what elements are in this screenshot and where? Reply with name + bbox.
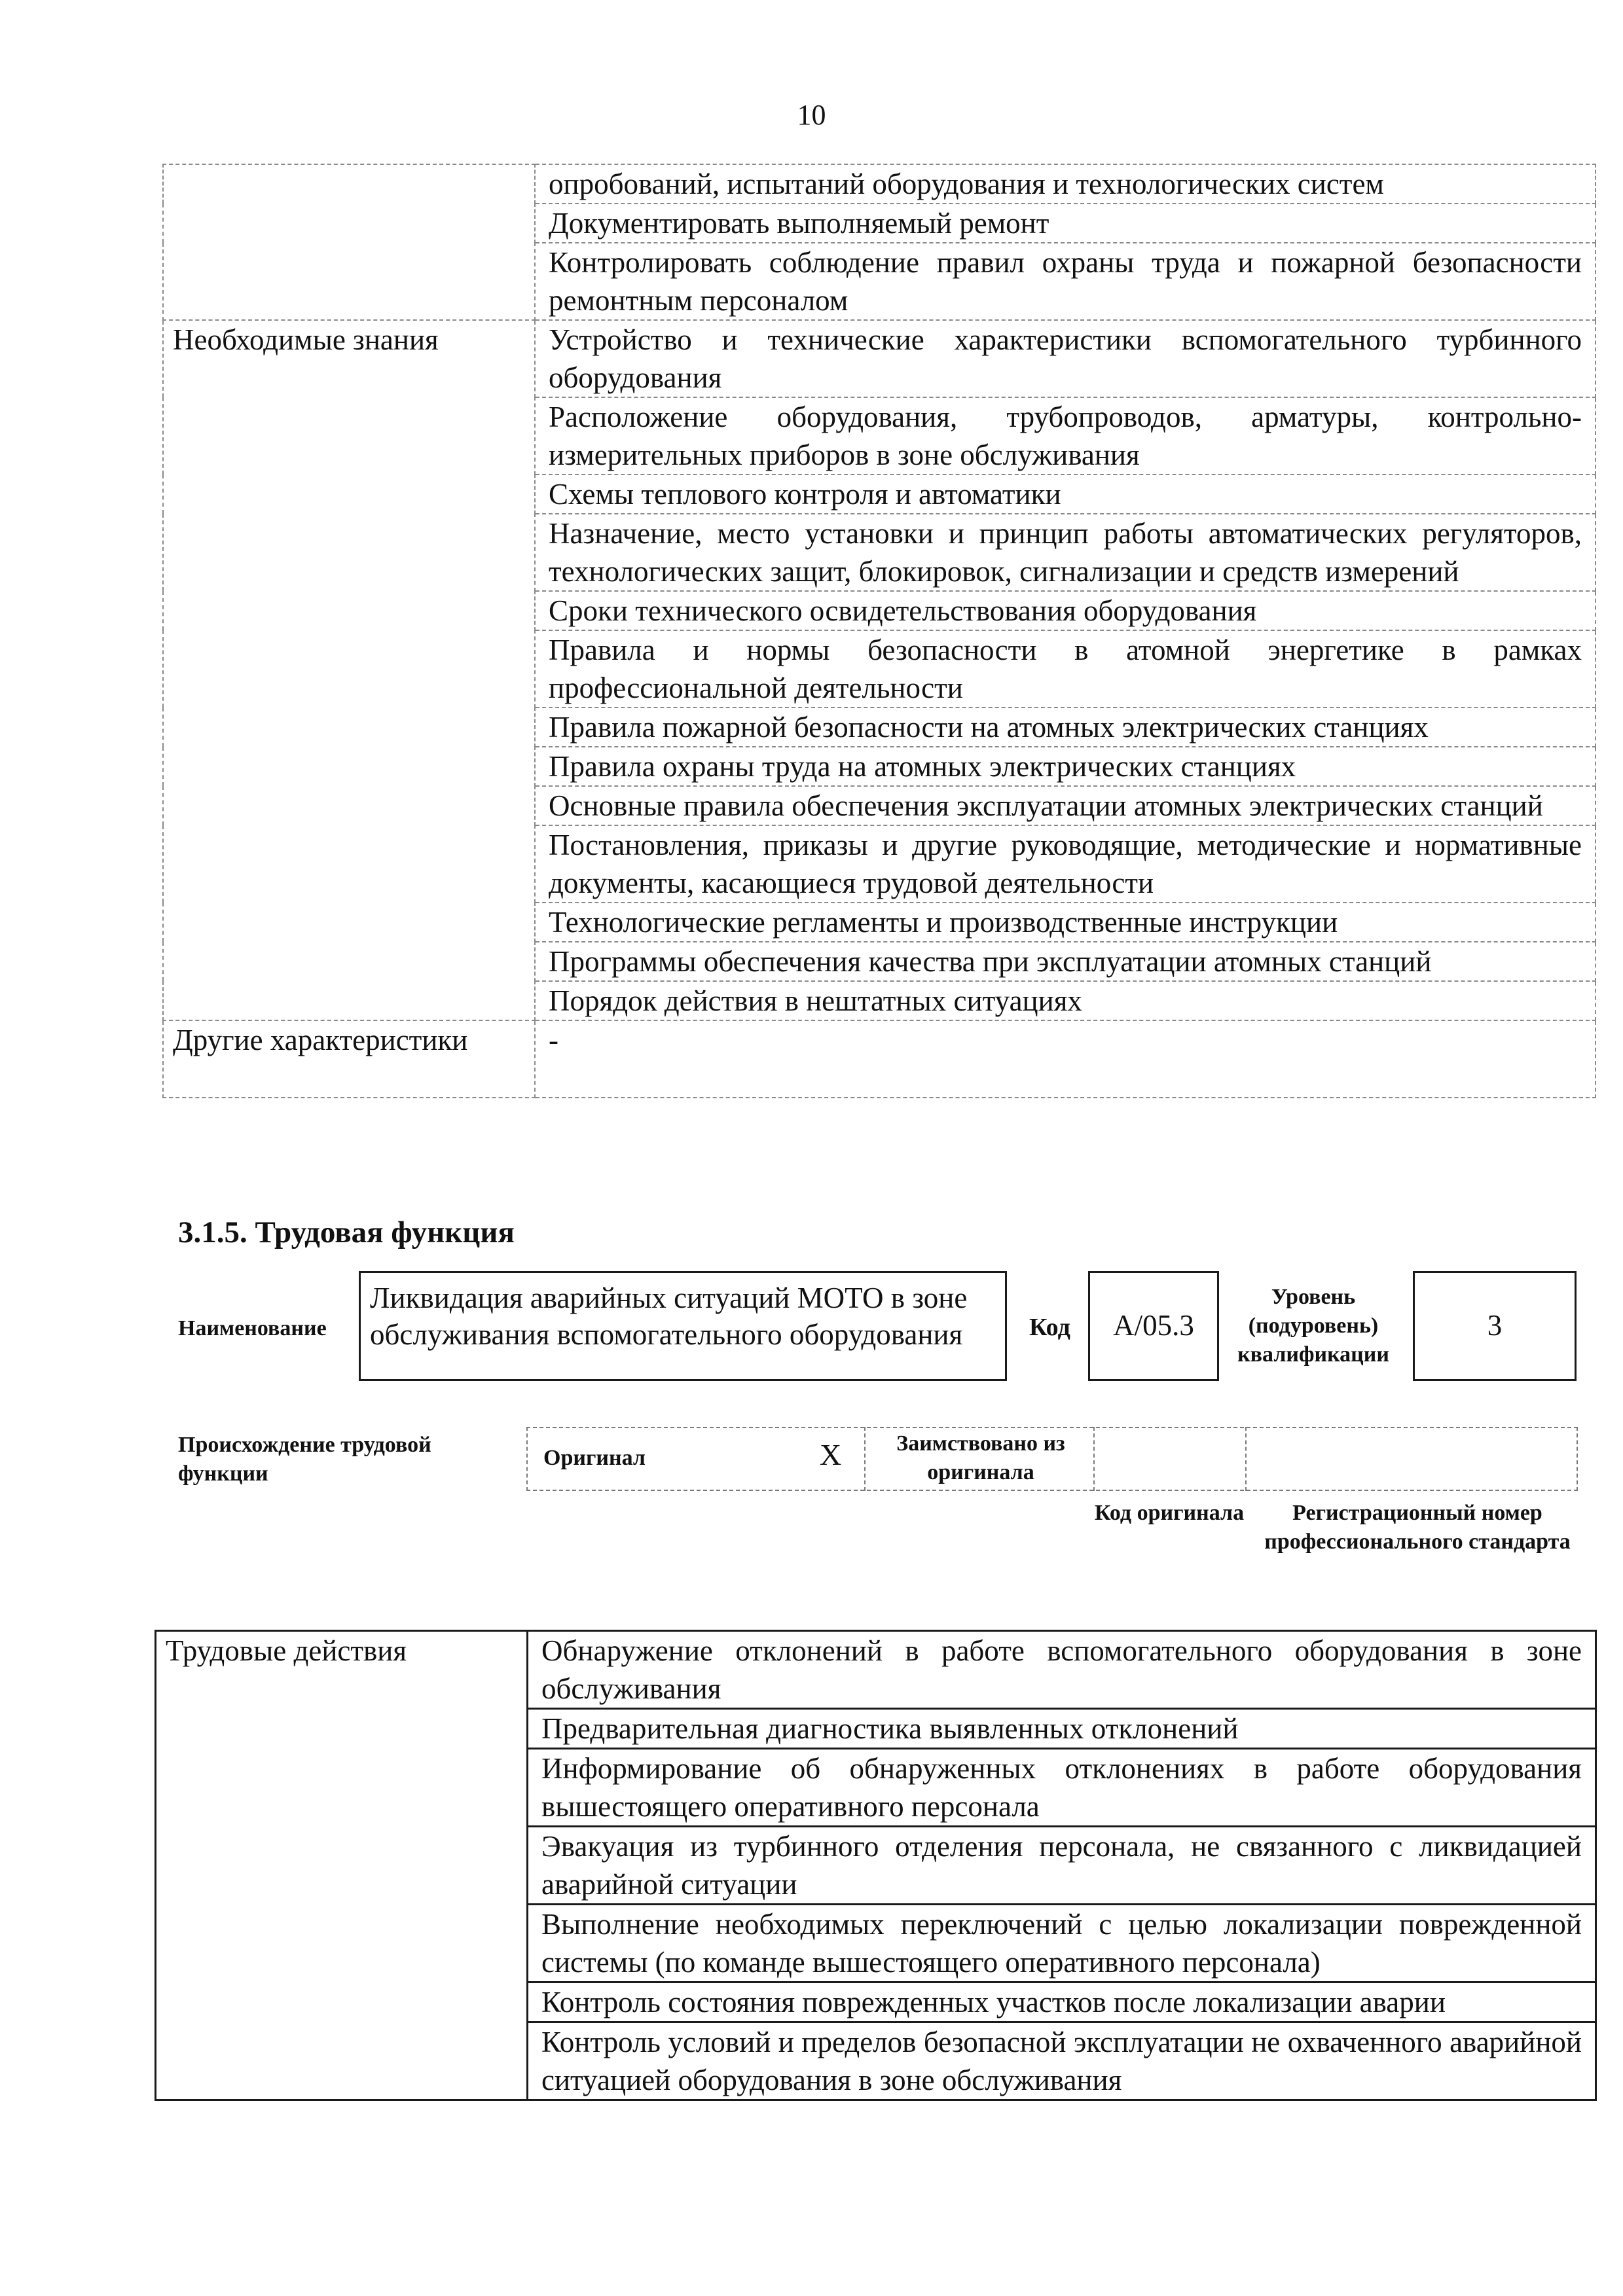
borrowed-label: Заимствовано из оригинала (896, 1431, 1065, 1484)
name-label: Наименование (178, 1316, 327, 1340)
row-text: Назначение, место установки и принцип работы автоматических регуляторов, технологических защит, блокировок, сигнализации и средств измерений (535, 514, 1596, 591)
code-label: Код (1029, 1314, 1070, 1341)
actions-table (155, 1630, 1597, 2101)
function-name-box (359, 1271, 1007, 1381)
action-item: Эвакуация из турбинного отделения персонала, не связанного с ликвидацией аварийной ситуации (528, 1827, 1596, 1905)
origin-divider-2 (1093, 1427, 1095, 1491)
table-row (163, 1020, 1596, 1098)
action-item: Контроль условий и пределов безопасной эксплуатации не охваченного аварийной ситуацией оборудования в зоне обслуживания (528, 2022, 1596, 2100)
origin-divider-3 (1245, 1427, 1247, 1491)
row-text: Контролировать соблюдение правил охраны труда и пожарной безопасности ремонтным персоналом (535, 243, 1596, 320)
knowledge-table (162, 164, 1596, 1098)
row-text: Схемы теплового контроля и автоматики (535, 475, 1596, 514)
row-text: Правила и нормы безопасности в атомной энергетике в рамках профессиональной деятельности (535, 630, 1596, 708)
origin-label: Происхождение трудовой функции (178, 1433, 431, 1486)
row-text: Порядок действия в нештатных ситуациях (535, 981, 1596, 1020)
table-row (156, 1631, 1596, 1709)
action-item: Контроль состояния поврежденных участков после локализации аварии (528, 1982, 1596, 2022)
level-box (1413, 1271, 1577, 1381)
table-row (163, 320, 1596, 397)
actions-label: Трудовые действия (156, 1631, 528, 2100)
code-value: А/05.3 (1113, 1309, 1194, 1342)
row-text: Постановления, приказы и другие руководящие, методические и нормативные документы, касающиеся трудовой деятельности (535, 825, 1596, 903)
row-text: Технологические регламенты и производственные инструкции (535, 903, 1596, 942)
table-row (163, 164, 1596, 204)
origin-divider-1 (864, 1427, 866, 1491)
row-label: Необходимые знания (163, 320, 535, 1020)
row-text: Документировать выполняемый ремонт (535, 204, 1596, 243)
code-original-caption: Код оригинала (1094, 1501, 1245, 1525)
row-text: Расположение оборудования, трубопроводов, арматуры, контрольно-измерительных приборов в зоне обслуживания (535, 397, 1596, 475)
row-text: опробований, испытаний оборудования и технологических систем (535, 164, 1596, 204)
row-label: Другие характеристики (163, 1020, 535, 1098)
row-text: Сроки технического освидетельствования оборудования (535, 591, 1596, 630)
row-label (163, 164, 535, 320)
original-label: Оригинал (543, 1446, 646, 1470)
level-label: Уровень (подуровень) квалификации (1237, 1285, 1389, 1367)
action-item: Выполнение необходимых переключений с целью локализации поврежденной системы (по команде вышестоящего оперативного персонала) (528, 1905, 1596, 1982)
row-text: Устройство и технические характеристики вспомогательного турбинного оборудования (535, 320, 1596, 397)
action-item: Предварительная диагностика выявленных отклонений (528, 1709, 1596, 1749)
section-title: 3.1.5. Трудовая функция (178, 1215, 515, 1249)
row-text: Программы обеспечения качества при эксплуатации атомных станций (535, 942, 1596, 981)
row-text: - (535, 1020, 1596, 1098)
action-item: Информирование об обнаруженных отклонениях в работе оборудования вышестоящего оперативного персонала (528, 1749, 1596, 1827)
action-item: Обнаружение отклонений в работе вспомогательного оборудования в зоне обслуживания (528, 1631, 1596, 1709)
page-number: 10 (797, 99, 826, 131)
level-value: 3 (1487, 1309, 1503, 1342)
reg-number-caption: Регистрационный номер профессионального стандарта (1264, 1501, 1571, 1554)
function-name-value: Ликвидация аварийных ситуаций МОТО в зоне обслуживания вспомогательного оборудования (370, 1282, 968, 1351)
row-text: Основные правила обеспечения эксплуатации атомных электрических станций (535, 786, 1596, 825)
code-box (1088, 1271, 1219, 1381)
row-text: Правила пожарной безопасности на атомных электрических станциях (535, 708, 1596, 747)
row-text: Правила охраны труда на атомных электрических станциях (535, 747, 1596, 786)
original-mark: X (820, 1438, 842, 1471)
